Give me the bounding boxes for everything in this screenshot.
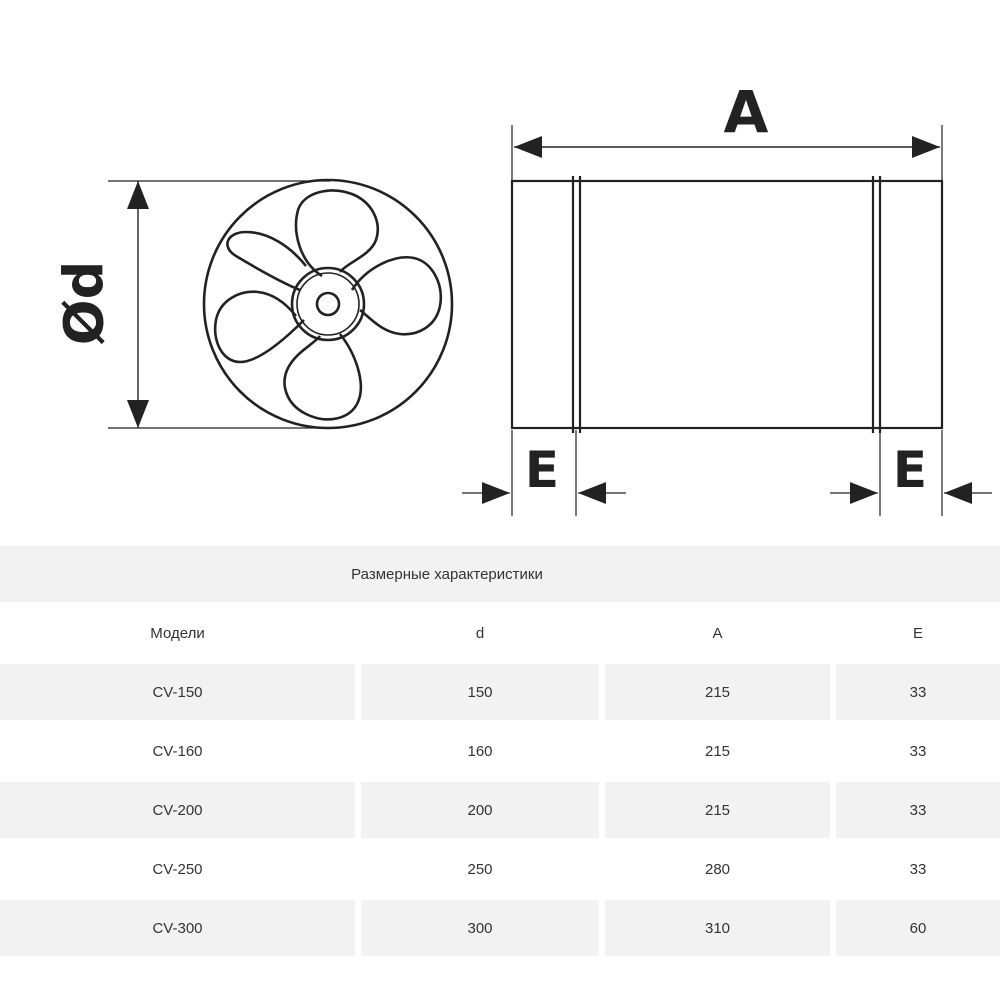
cell-d: 250 bbox=[467, 860, 493, 878]
cell-d: 300 bbox=[361, 900, 599, 956]
diameter-label: Ød bbox=[52, 260, 116, 346]
table-row bbox=[0, 664, 1000, 720]
table-row bbox=[0, 782, 1000, 838]
flange-left-label: E bbox=[524, 441, 560, 499]
cell-model: CV-200 bbox=[0, 782, 355, 838]
cell-e: 60 bbox=[836, 900, 1000, 956]
cell-e: 33 bbox=[909, 742, 927, 760]
cell-a: 310 bbox=[605, 900, 830, 956]
cell-a: 215 bbox=[605, 664, 830, 720]
table-caption-row bbox=[0, 546, 1000, 602]
flange-right-label: E bbox=[892, 441, 928, 499]
cell-model: CV-160 bbox=[152, 742, 203, 760]
table-row bbox=[0, 900, 1000, 956]
cell-d: 160 bbox=[467, 742, 493, 760]
cell-model: CV-300 bbox=[0, 900, 355, 956]
cell-a: 280 bbox=[704, 860, 731, 878]
fan-hub-inner bbox=[297, 273, 359, 335]
cell-e: 33 bbox=[909, 860, 927, 878]
header-d: d bbox=[475, 624, 485, 642]
header-e: E bbox=[912, 624, 923, 642]
cell-d: 200 bbox=[361, 782, 599, 838]
table-header-row bbox=[0, 602, 1000, 664]
length-label: A bbox=[723, 78, 769, 146]
fan-housing-outline bbox=[204, 180, 452, 428]
cell-e: 33 bbox=[836, 782, 1000, 838]
header-models: Модели bbox=[150, 624, 205, 642]
table-caption: Размерные характеристики bbox=[351, 565, 543, 583]
header-a: A bbox=[712, 624, 723, 642]
duct-body-outline bbox=[512, 181, 942, 428]
fan-shaft bbox=[317, 293, 339, 315]
cell-e: 33 bbox=[836, 664, 1000, 720]
fan-blades bbox=[215, 191, 441, 420]
cell-a: 215 bbox=[605, 782, 830, 838]
duct-side-view-icon bbox=[512, 176, 942, 433]
cell-model: CV-250 bbox=[152, 860, 203, 878]
cell-a: 215 bbox=[704, 742, 731, 760]
cell-model: CV-150 bbox=[0, 664, 355, 720]
fan-front-view-icon bbox=[204, 180, 452, 428]
table-row bbox=[0, 720, 1000, 782]
fan-hub-outer bbox=[292, 268, 364, 340]
dimensions-table bbox=[0, 546, 1000, 956]
table-row bbox=[0, 838, 1000, 900]
cell-d: 150 bbox=[361, 664, 599, 720]
